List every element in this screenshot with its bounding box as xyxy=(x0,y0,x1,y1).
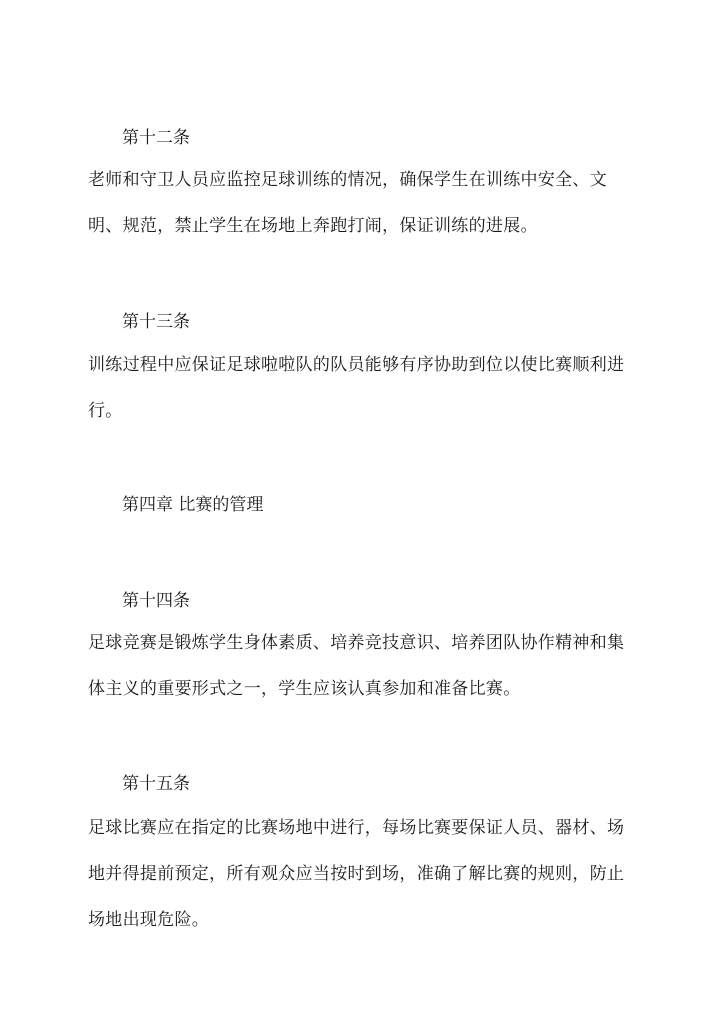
article-13-body: 训练过程中应保证足球啦啦队的队员能够有序协助到位以使比赛顺利进行。 xyxy=(88,355,625,421)
chapter-4-heading: 第四章 比赛的管理 xyxy=(122,495,264,515)
article-15-heading: 第十五条 xyxy=(122,774,190,794)
article-15-body: 足球比赛应在指定的比赛场地中进行，每场比赛要保证人员、器材、场地并得提前预定，所有观众应当按时到场，准确了解比赛的规则，防止场地出现危险。 xyxy=(88,818,625,930)
article-14-heading: 第十四条 xyxy=(122,591,190,611)
article-14-body: 足球竞赛是锻炼学生身体素质、培养竞技意识、培养团队协作精神和集体主义的重要形式之一，学生应该认真参加和准备比赛。 xyxy=(88,633,625,699)
article-13-heading: 第十三条 xyxy=(122,312,190,332)
article-12-heading: 第十二条 xyxy=(122,128,190,148)
article-12-body: 老师和守卫人员应监控足球训练的情况，确保学生在训练中安全、文明、规范，禁止学生在场地上奔跑打闹，保证训练的进展。 xyxy=(88,170,607,236)
